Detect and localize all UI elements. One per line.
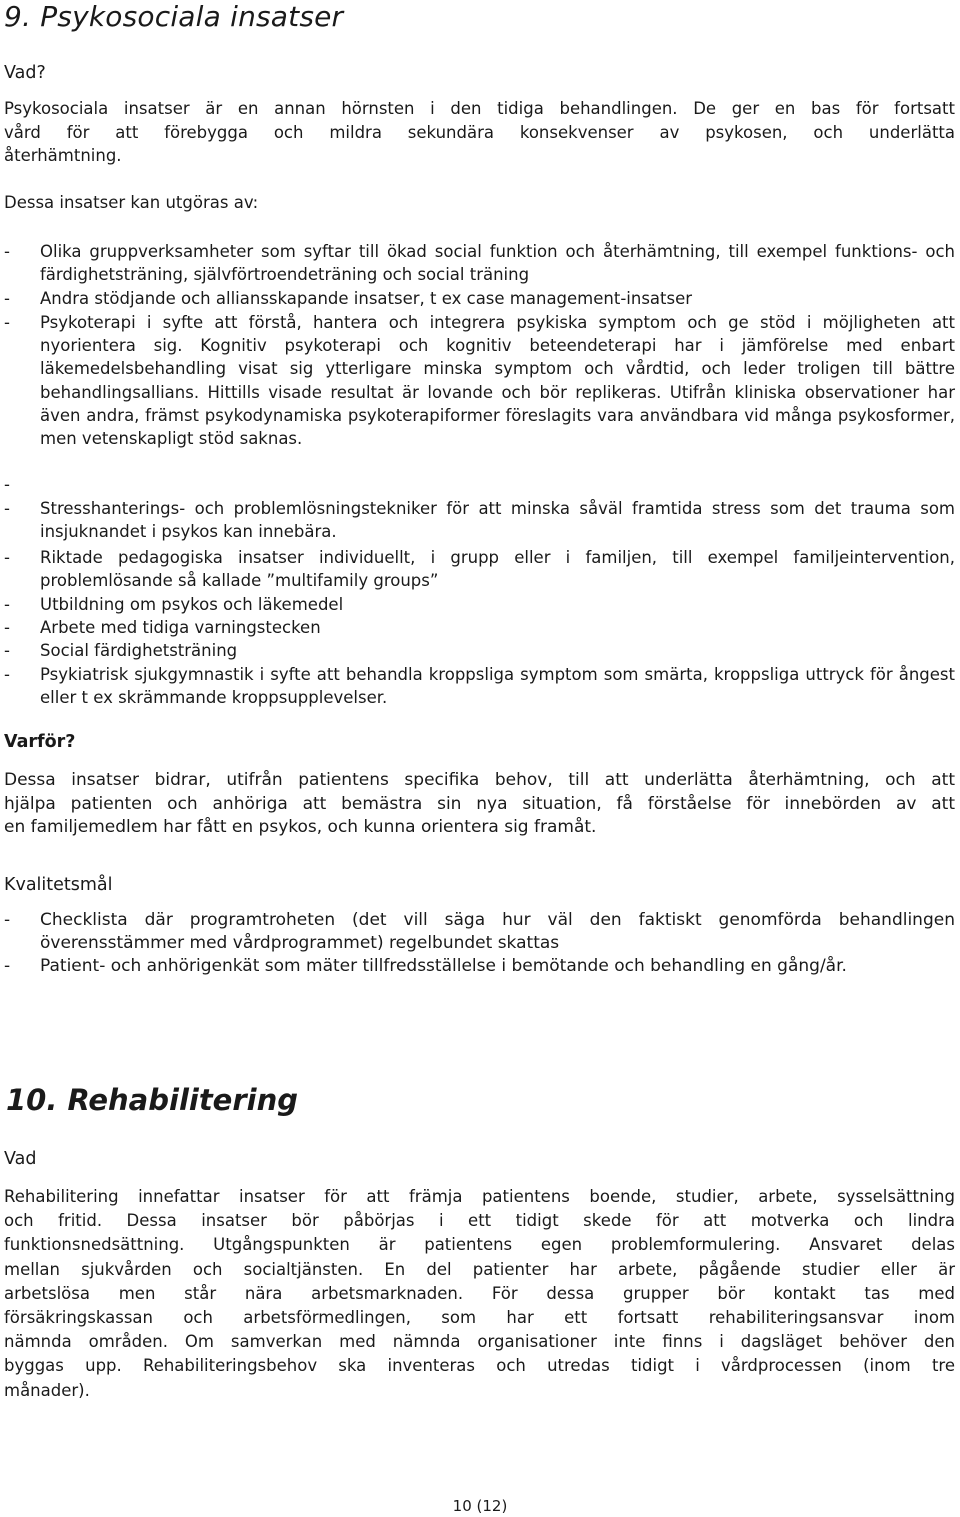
list-item-text: Andra stödjande och alliansskapande insatser, t ex case management-insatser [40, 289, 693, 308]
list-dash: - [4, 956, 11, 976]
rehab-line: försäkringskassan och arbetsförmedlingen, som har ett fortsatt rehabiliteringsansvar inom [4, 1307, 955, 1327]
list-item-text: Psykiatrisk sjukgymnastik i syfte att behandla kroppsliga symptom som smärta, kroppsliga uttryck för ångest eller t ex skrämmande kroppsupplevelser. [40, 665, 955, 708]
list-dash: - [4, 548, 10, 567]
list-dash: - [4, 289, 10, 308]
intro-paragraph [4, 97, 955, 168]
list-dash: - [4, 242, 10, 261]
list-dash: - [4, 313, 10, 332]
intro-line: återhämtning. [4, 146, 122, 166]
intro-line: Psykosociala insatser är en annan hörnsten i den tidiga behandlingen. De ger en bas för fortsatt [4, 99, 955, 118]
list-item-text: Psykoterapi i syfte att förstå, hantera och integrera psykiska symptom och ge stöd i möjligheten att nyorientera sig. Kognitiv psykoterapi och kognitiv beteendeterapi har i jämförelse med enbart läkemedelsbehandling visat sig ytterligare minska symptom och vårdtid, och leder troligen till bättre behandlingsallians. Hittills visade resultat är lovande och bör replikeras. Utifrån kliniska observationer har även andra, främst psykodynamiska psykoterapiformer föreslagits vara användbara vid många psykosformer, men vetenskapligt stöd saknas. [40, 313, 955, 449]
list-dash: - [4, 910, 11, 930]
list-item-text: Patient- och anhörigenkät som mäter tillfredsställelse i bemötande och behandling en gång/år. [40, 956, 847, 976]
list-item [4, 240, 955, 286]
section-10-vad-heading: Vad [4, 1149, 37, 1169]
varfor-heading: Varför? [4, 732, 76, 752]
list-item-text: Social färdighetsträning [40, 641, 238, 660]
rehab-line: nämnda områden. Om samverkan med nämnda organisationer inte finns i dagsläget behöver den [4, 1332, 955, 1352]
intro-line: vård för att förebygga och mildra sekundära konsekvenser av psykosen, och underlätta [4, 122, 955, 142]
list-item-text: Stresshanterings- och problemlösningstekniker för att minska såväl framtida stress som det trauma som insjuknandet i psykos kan innebära. [40, 499, 955, 542]
rehab-line: och fritid. Dessa insatser bör påbörjas i ett tidigt skede för att motverka och lindra [4, 1211, 955, 1231]
list-item-text: Utbildning om psykos och läkemedel [40, 595, 344, 614]
kvalitetsmal-heading: Kvalitetsmål [4, 875, 113, 895]
list-item-text: Riktade pedagogiska insatser individuellt, i grupp eller i familjen, till exempel familjeintervention, problemlösande så kallade ”multifamily groups” [40, 548, 955, 591]
section-9-title: 9. Psykosociala insatser [4, 0, 344, 33]
varfor-line: hjälpa patienten och anhöriga att bemästra sin nya situation, få förståelse för innebörden av att [4, 793, 955, 814]
list-dash: - [4, 499, 10, 518]
list-dash: - [4, 595, 10, 614]
rehab-line: mellan sjukvården och socialtjänsten. En del patienter har arbete, pågående studier eller är [4, 1259, 955, 1279]
rehab-line: funktionsnedsättning. Utgångspunkten är patientens egen problemformulering. Ansvaret delas [4, 1235, 955, 1255]
list-intro: Dessa insatser kan utgöras av: [4, 193, 259, 212]
rehab-line: byggas upp. Rehabiliteringsbehov ska inventeras och utredas tidigt i vårdprocessen (inom tre [4, 1356, 955, 1376]
rehab-line: Rehabilitering innefattar insatser för att främja patientens boende, studier, arbete, sysselsättning [4, 1187, 955, 1206]
list-item-text: Checklista där programtroheten (det vill säga hur väl den faktiskt genomförda behandlingen överensstämmer med vårdprogrammet) regelbundet skattas [40, 910, 955, 954]
rehab-paragraph [4, 1185, 955, 1403]
varfor-line: Dessa insatser bidrar, utifrån patientens specifika behov, till att underlätta återhämtning, och att [4, 770, 955, 790]
section-10-title: 10. Rehabilitering [6, 1083, 298, 1117]
rehab-line: månader). [4, 1380, 90, 1400]
list-dash: - [4, 618, 10, 637]
varfor-line: en familjemedlem har fått en psykos, och kunna orientera sig framåt. [4, 817, 597, 838]
page-number: 10 (12) [452, 1497, 508, 1515]
varfor-paragraph [4, 769, 955, 840]
list-dash: - [4, 665, 10, 684]
list-dash: - [4, 641, 10, 660]
list-dash: - [4, 475, 10, 494]
vad-heading: Vad? [4, 63, 46, 83]
list-item-text: Olika gruppverksamheter som syftar till ökad social funktion och återhämtning, till exempel funktions- och färdighetsträning, självförtroendeträning och social träning [40, 242, 955, 285]
rehab-line: arbetslösa men står nära arbetsmarknaden. För dessa grupper bör kontakt tas med [4, 1283, 955, 1303]
list-item-text: Arbete med tidiga varningstecken [40, 618, 321, 637]
